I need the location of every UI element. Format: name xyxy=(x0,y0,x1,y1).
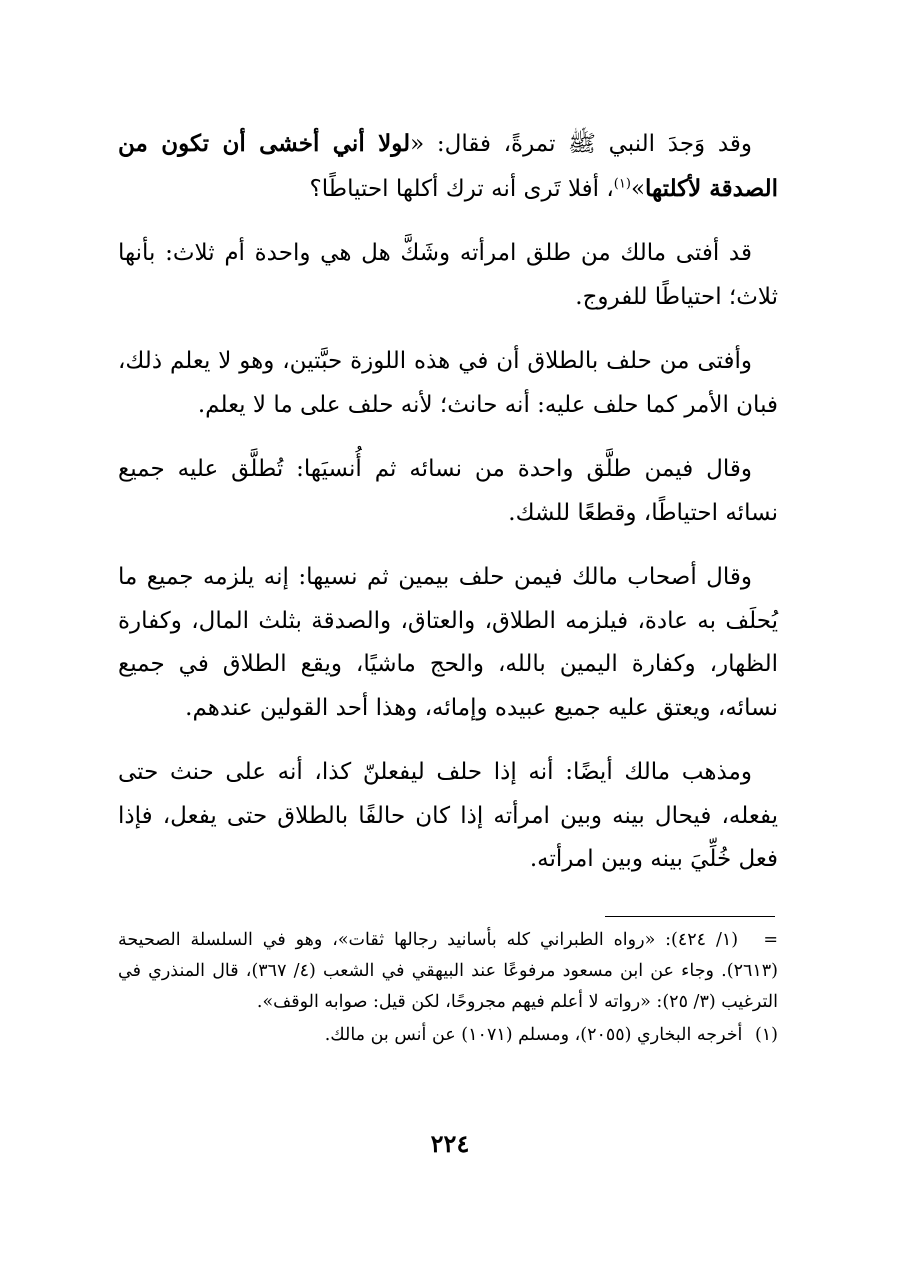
footnote-continued xyxy=(118,925,778,1018)
main-text xyxy=(118,122,778,903)
paragraph-2-text: قد أفتى مالك من طلق امرأته وشَكَّ هل هي واحدة أم ثلاث: بأنها ثلاث؛ احتياطًا للفروج. xyxy=(118,240,778,310)
quote-close: » xyxy=(630,175,646,202)
hadith-quote: لولا أني أخشى أن تكون من الصدقة لأكلتها xyxy=(118,130,778,202)
paragraph-6 xyxy=(118,751,778,882)
paragraph-4 xyxy=(118,448,778,535)
paragraph-5 xyxy=(118,556,778,730)
footnote-text: أخرجه البخاري (٢٠٥٥)، ومسلم (١٠٧١) عن أنس بن مالك. xyxy=(324,1025,743,1045)
paragraph-5-text: وقال أصحاب مالك فيمن حلف بيمين ثم نسيها: إنه يلزمه جميع ما يُحلَف به عادة، فيلزمه الطلاق، والعتاق، والصدقة بثلث المال، وكفارة الظهار، وكفارة اليمين بالله، والحج ماشيًا، ويقع الطلاق في جميع نسائه، ويعتق عليه جميع عبيده وإمائه، وهذا أحد القولين عندهم. xyxy=(118,564,778,721)
footnote-marker: (١) xyxy=(754,1025,778,1045)
paragraph-3-text: وأفتى من حلف بالطلاق أن في هذه اللوزة حبَّتين، وهو لا يعلم ذلك، فبان الأمر كما حلف عليه: أنه حانث؛ لأنه حلف على ما لا يعلم. xyxy=(118,348,778,418)
footnote-marker: = xyxy=(763,930,778,950)
paragraph-1-intro: وقد وَجدَ النبي ﷺ تمرةً، فقال: « xyxy=(410,131,752,157)
paragraph-1-tail: ، أفلا تَرى أنه ترك أكلها احتياطًا؟ xyxy=(309,175,614,202)
footnote-ref-1[interactable]: (١) xyxy=(613,175,631,191)
footnotes xyxy=(118,925,778,1053)
paragraph-2 xyxy=(118,232,778,319)
page-number: ٢٢٤ xyxy=(430,1129,470,1158)
footnote-text: (١/ ٤٢٤): «رواه الطبراني كله بأسانيد رجالها ثقات»، وهو في السلسلة الصحيحة (٢٦١٣). وجاء عن ابن مسعود مرفوعًا عند البيهقي في الشعب (٤/ ٣٦٧)، قال المنذري في الترغيب (٣/ ٢٥): «رواته لا أعلم فيهم مجروحًا، لكن قيل: صوابه الوقف». xyxy=(118,930,778,1012)
paragraph-6-text: ومذهب مالك أيضًا: أنه إذا حلف ليفعلنّ كذا، أنه على حنث حتى يفعله، فيحال بينه وبين امرأته إذا كان حالفًا بالطلاق حتى يفعل، فإذا فعل خُلِّيَ بينه وبين امرأته. xyxy=(118,759,778,872)
footnote-separator xyxy=(605,916,775,917)
footnote-1 xyxy=(118,1020,778,1051)
paragraph-1 xyxy=(118,122,778,211)
paragraph-4-text: وقال فيمن طلَّق واحدة من نسائه ثم أُنسيَها: تُطلَّق عليه جميع نسائه احتياطًا، وقطعًا للشك. xyxy=(118,456,778,526)
paragraph-3 xyxy=(118,340,778,427)
